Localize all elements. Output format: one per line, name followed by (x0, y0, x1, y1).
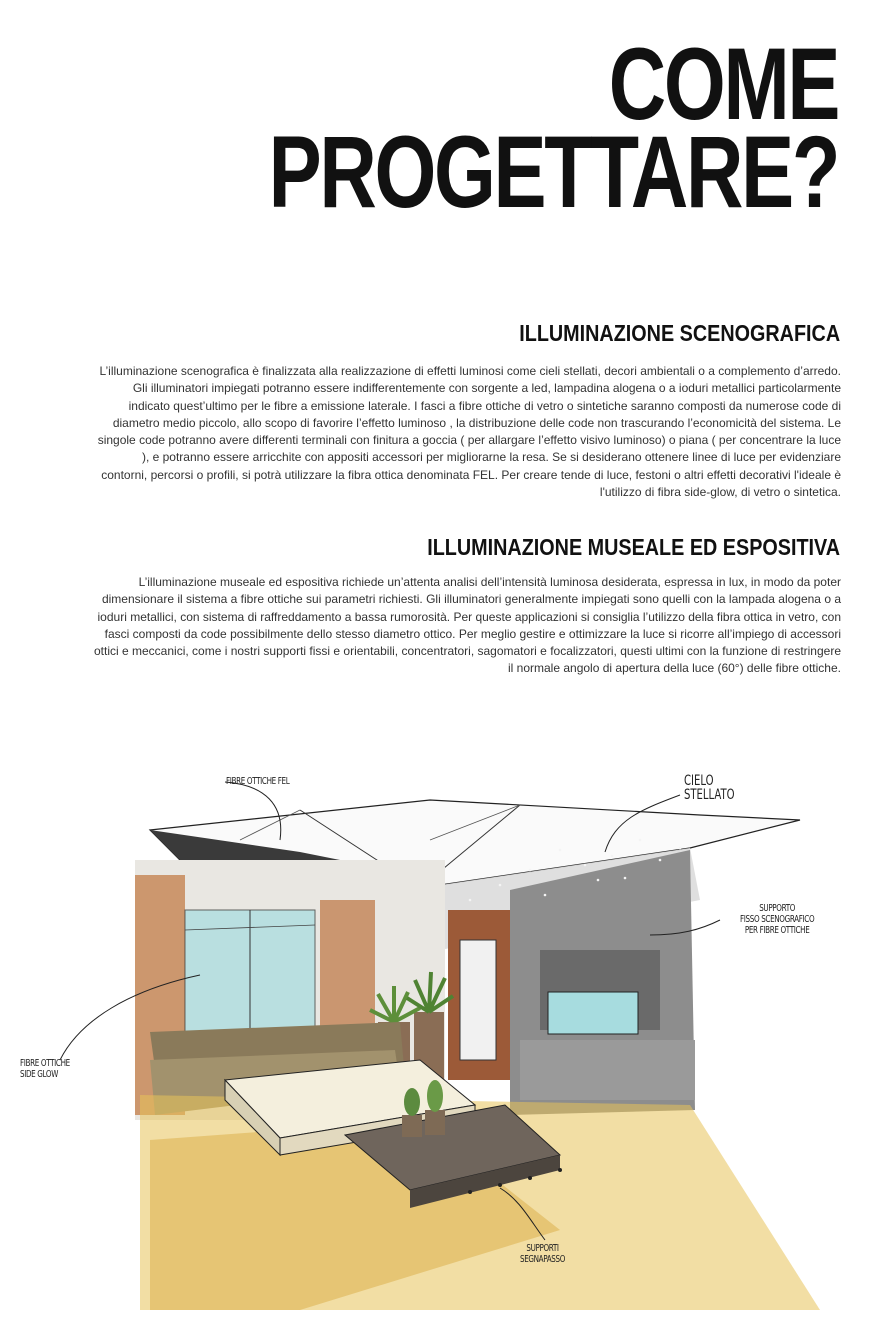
section-body-museale: L’illuminazione museale ed espositiva richiede un’attenta analisi dell’intensità luminosa desiderata, espressa in lux, in modo da poter dimensionare il sistema a fibre ottiche sui parametri richiesti. Gli illuminatori generalmente impiegati sono quelli con la lampada alogena o a ioduri metallici, con sistema di raffreddamento a bassa rumorosità. Per queste applicazioni si consiglia l’utilizzo della fibra ottica in vetro, con fasci composti da code possibilmente dello stesso diametro ottico. Per meglio gestire e ottimizzare la luce si ricorre all’impiego di accessori ottici e meccanici, come i nostri supporti fissi e orientabili, concentratori, sagomatori e focalizzatori, questi ultimi con la funzione di restringere il normale angolo di apertura della luce (60°) delle fibre ottiche. (94, 575, 841, 676)
label-fibre-ottiche-fel: FIBRE OTTICHE FEL (226, 776, 290, 787)
label-supporti-segnapasso: SUPPORTI SEGNAPASSO (520, 1243, 566, 1265)
section-heading-museale: ILLUMINAZIONE MUSEALE ED ESPOSITIVA (427, 534, 840, 560)
label-fibre-side-glow: FIBRE OTTICHE SIDE GLOW (20, 1058, 70, 1080)
interior-sketch-drawing (0, 760, 890, 1316)
label-supporto-fisso: SUPPORTO FISSO SCENOGRAFICO PER FIBRE OTTICHE (740, 903, 815, 936)
label-cielo-stellato: CIELO STELLATO (684, 773, 735, 803)
interior-sketch-illustration (0, 760, 890, 1316)
title-line-2: PROGETTARE? (268, 115, 838, 229)
section-body-scenografica: L’illuminazione scenografica è finalizzata alla realizzazione di effetti luminosi come cieli stellati, decori ambientali o a complemento d’arredo. Gli illuminatori impiegati potranno essere indifferentemente con sorgente a led, lampadina alogena o a ioduri metallici particolarmente indicato quest’ultimo per le fibre a emissione laterale. I fasci a fibre ottiche di vetro o sintetiche saranno composti da numerose code di diametro medio piccolo, allo scopo di favorire l’effetto luminoso , la distribuzione delle code non trascurando l’economicità del sistema. Le singole code potranno avere differenti terminali con finitura a goccia ( per allargare l’effetto visivo luminoso) o piana ( per concentrare la luce ), e potranno essere arricchite con appositi accessori per migliorarne la resa. Se si desiderano ottenere linee di luce per evidenziare contorni, percorsi o profili, si potrà utilizzare la fibra ottica denominata FEL. Per creare tende di luce, festoni o altri effetti decorativi l'ideale è l'utilizzo di fibra side-glow, di vetro o sintetica. (97, 364, 841, 500)
page-title (268, 27, 838, 229)
title-line-1: COME (608, 27, 838, 141)
section-heading-scenografica: ILLUMINAZIONE SCENOGRAFICA (519, 320, 840, 346)
